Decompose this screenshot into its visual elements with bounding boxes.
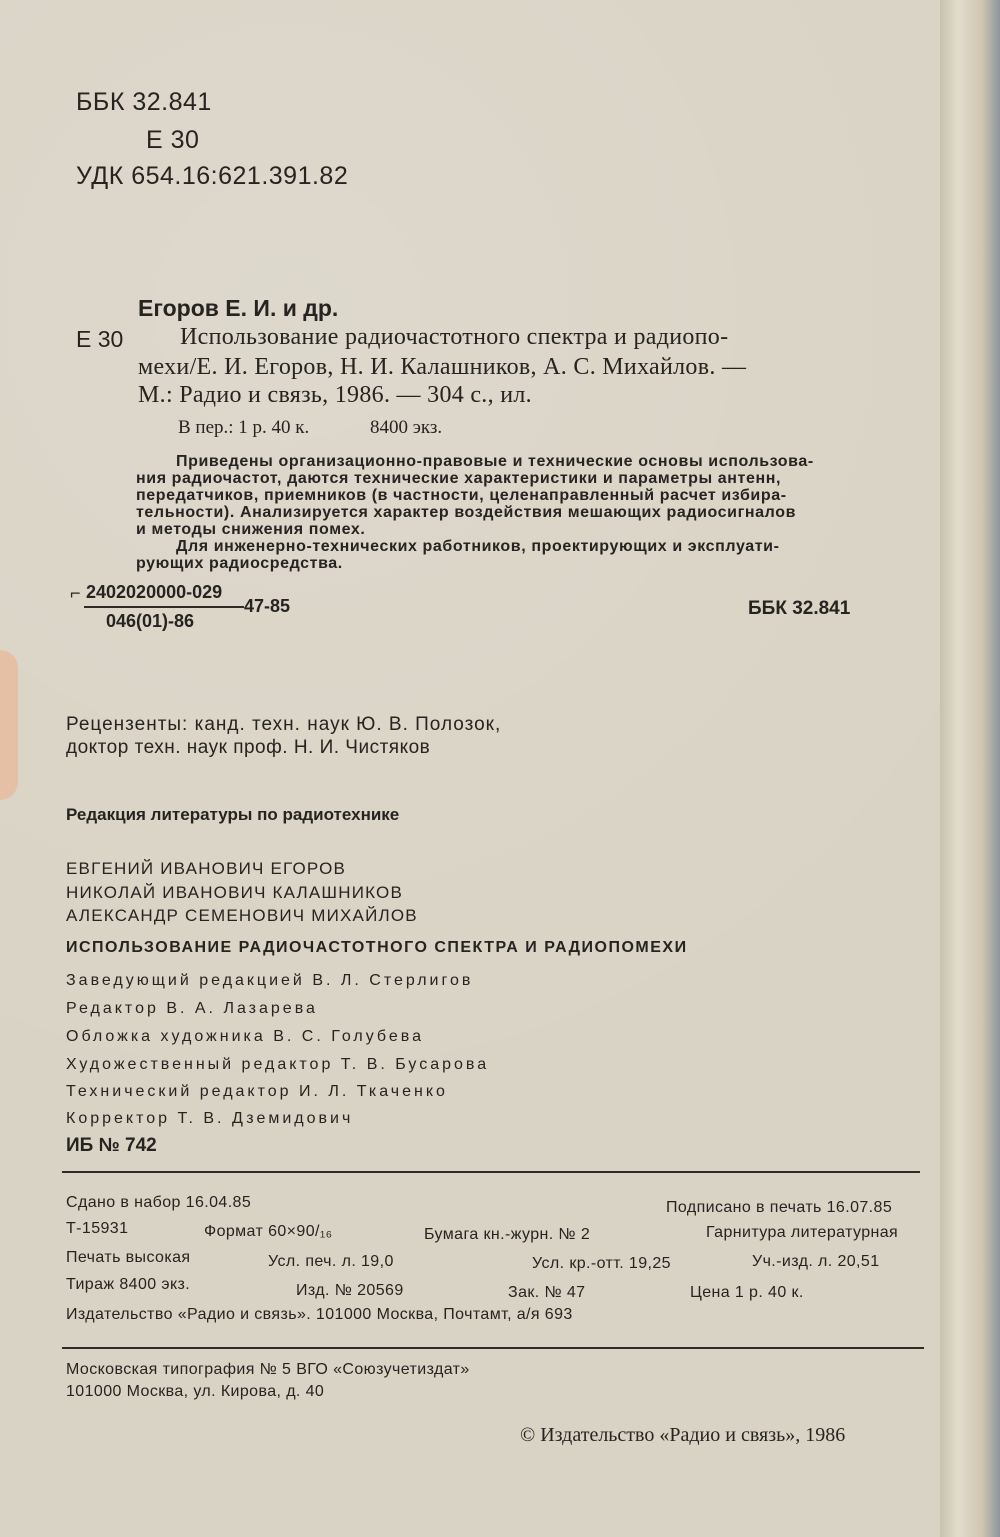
annotation-line: тельности). Анализируется характер воздействия мешающих радиосигналов [136,504,797,521]
annotation-line: Приведены организационно-правовые и технические основы использова- [176,453,814,470]
catalog-author: Егоров Е. И. и др. [138,295,339,321]
code-bbk-right: ББК 32.841 [748,598,851,619]
bbk-header: ББК 32.841 [76,88,212,116]
page-edge [940,0,1000,1537]
credit-line: Обложка художника В. С. Голубева [66,1028,424,1045]
annotation-line: рующих радиосредства. [136,555,343,572]
imprint-uch-izd: Уч.-изд. л. 20,51 [752,1253,880,1270]
thumb [0,650,18,800]
imprint-divider [62,1171,920,1173]
ib-number: ИБ № 742 [66,1135,157,1156]
udk-header: УДК 654.16:621.391.82 [76,162,349,190]
imprint-print-type: Печать высокая [66,1249,191,1266]
imprint-publisher: Издательство «Радио и связь». 101000 Москва, Почтамт, а/я 693 [66,1306,573,1323]
imprint-t-number: Т-15931 [66,1220,129,1237]
catalog-title-line2: мехи/Е. И. Егоров, Н. И. Калашников, А. С. Михайлов. — [138,354,747,380]
annotation-line: передатчиков, приемников (в частности, целенаправленный расчет избира- [136,487,787,504]
code-marker: ⌐ [70,583,81,603]
catalog-title-line3: М.: Радио и связь, 1986. — 304 с., ил. [138,382,532,408]
credit-line: Художественный редактор Т. В. Бусарова [66,1056,490,1073]
credit-line: Корректор Т. В. Дземидович [66,1110,354,1127]
code-numerator: 2402020000-029 [86,582,223,602]
imprint-usl-pech: Усл. печ. л. 19,0 [268,1253,394,1270]
imprint-usl-kr: Усл. кр.-отт. 19,25 [532,1255,671,1272]
credit-line: Технический редактор И. Л. Ткаченко [66,1083,448,1100]
typography-line2: 101000 Москва, ул. Кирова, д. 40 [66,1383,325,1400]
annotation-line: ния радиочастот, даются технические характеристики и параметры антенн, [136,470,782,487]
annotation-line: Для инженерно-технических работников, проектирующих и эксплуати- [176,538,780,555]
imprint-paper: Бумага кн.-журн. № 2 [424,1226,591,1243]
edition-department: Редакция литературы по радиотехнике [66,805,400,824]
imprint-signed: Подписано в печать 16.07.85 [666,1199,893,1216]
imprint-divider-2 [62,1347,924,1349]
reviewers-line1: Рецензенты: канд. техн. наук Ю. В. Полозок, [66,714,502,735]
reviewers-line2: доктор техн. наук проф. Н. И. Чистяков [66,737,431,758]
credit-line: Редактор В. А. Лазарева [66,1000,318,1017]
author-full-name: АЛЕКСАНДР СЕМЕНОВИЧ МИХАЙЛОВ [66,906,418,925]
imprint-tirazh: Тираж 8400 экз. [66,1276,191,1293]
imprint-zak: Зак. № 47 [508,1284,586,1301]
imprint-typeface: Гарнитура литературная [706,1224,899,1241]
imprint-sent: Сдано в набор 16.04.85 [66,1194,252,1211]
copyright: © Издательство «Радио и связь», 1986 [520,1424,846,1446]
typography-line1: Московская типография № 5 ВГО «Союзучетиздат» [66,1361,470,1378]
imprint-price: Цена 1 р. 40 к. [690,1284,804,1301]
book-title: ИСПОЛЬЗОВАНИЕ РАДИОЧАСТОТНОГО СПЕКТРА И РАДИОПОМЕХИ [66,939,688,956]
fraction-line [84,606,244,608]
catalog-code: Е 30 [76,326,124,352]
imprint-format: Формат 60×90/₁₆ [204,1223,333,1240]
catalog-title-line1: Использование радиочастотного спектра и радиопо- [180,324,729,350]
author-full-name: ЕВГЕНИЙ ИВАНОВИЧ ЕГОРОВ [66,859,347,878]
catalog-price: В пер.: 1 р. 40 к. [178,417,310,438]
credit-line: Заведующий редакцией В. Л. Стерлигов [66,972,474,989]
code-suffix: 47-85 [244,596,291,616]
e30-header: Е 30 [146,126,200,154]
annotation-line: и методы снижения помех. [136,521,366,538]
author-full-name: НИКОЛАЙ ИВАНОВИЧ КАЛАШНИКОВ [66,883,403,902]
catalog-copies: 8400 экз. [370,417,443,438]
code-denominator: 046(01)-86 [106,611,195,631]
imprint-izd: Изд. № 20569 [296,1282,404,1299]
